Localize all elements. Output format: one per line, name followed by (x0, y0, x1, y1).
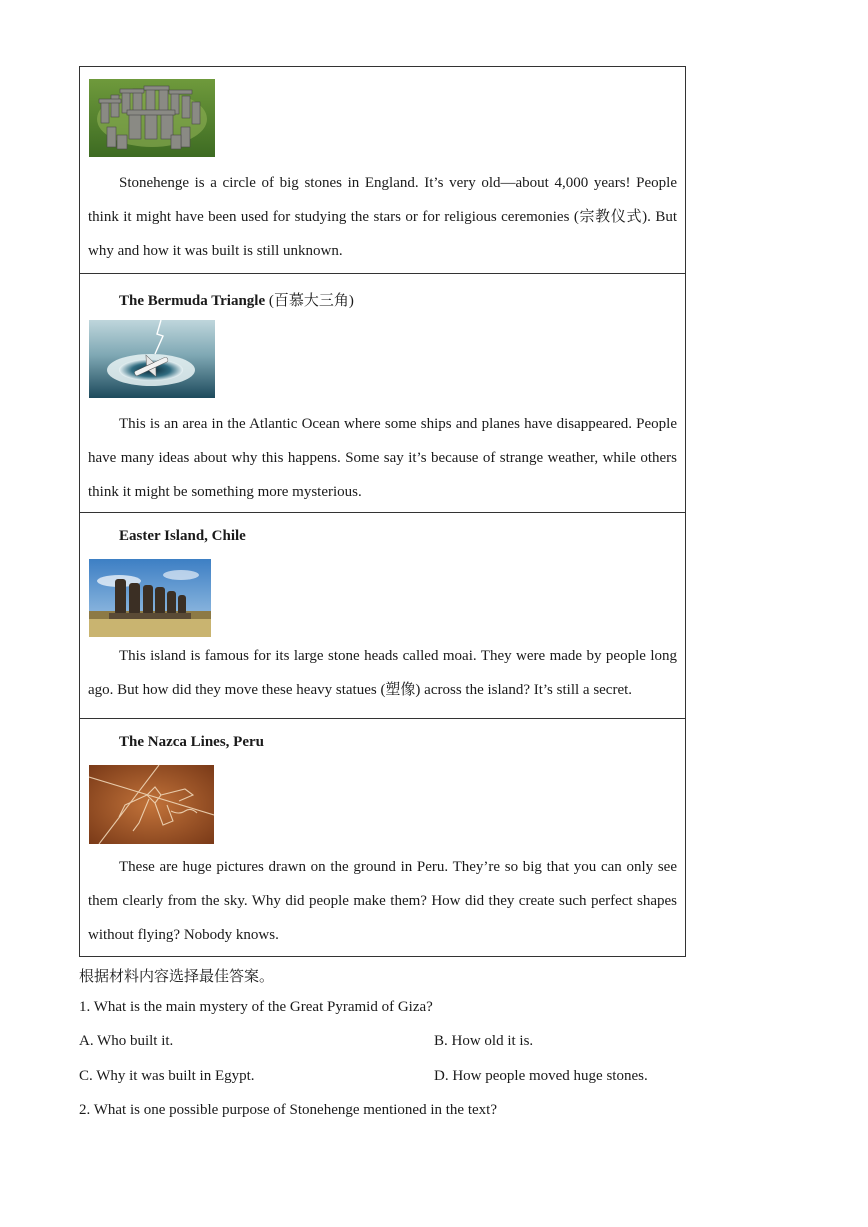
nazca-lines-heading: The Nazca Lines, Peru (119, 734, 264, 750)
bermuda-triangle-paragraph: This is an area in the Atlantic Ocean where some ships and planes have disappeared. People have many ideas about why this happens. Some say it’s because of strange weather, while others think it might be something more mysterious. (88, 416, 677, 500)
question-1-option-a[interactable]: A. Who built it. (79, 1033, 174, 1049)
question-2-stem: 2. What is one possible purpose of Stonehenge mentioned in the text? (79, 1102, 497, 1118)
nazca-lines-paragraph: These are huge pictures drawn on the ground in Peru. They’re so big that you can only see them clearly from the sky. Why did people make them? How did they create such perfect shapes without flying? Nobody knows. (88, 859, 677, 943)
easter-island-heading: Easter Island, Chile (119, 528, 246, 544)
easter-island-cell (80, 512, 685, 718)
easter-island-paragraph: This island is famous for its large stone heads called moai. They were made by people long ago. But how did they move these heavy statues (塑像) across the island? It’s still a secret. (88, 648, 677, 698)
bermuda-triangle-illustration (89, 320, 215, 398)
stonehenge-cell (80, 67, 685, 273)
question-1-stem: 1. What is the main mystery of the Great Pyramid of Giza? (79, 999, 433, 1015)
nazca-lines-cell (80, 718, 685, 956)
question-1-option-d[interactable]: D. How people moved huge stones. (434, 1068, 648, 1084)
instruction-text: 根据材料内容选择最佳答案。 (79, 969, 275, 985)
nazca-lines-photo (89, 765, 214, 844)
bermuda-triangle-heading: The Bermuda Triangle (百慕大三角) (119, 293, 354, 309)
mysteries-table (79, 66, 686, 957)
stonehenge-paragraph: Stonehenge is a circle of big stones in England. It’s very old—about 4,000 years! People think it might have been used for studying the stars or for religious ceremonies (宗教仪式). But why and how it was built is still unknown. (88, 175, 677, 259)
stonehenge-photo (89, 79, 215, 157)
question-1-option-c[interactable]: C. Why it was built in Egypt. (79, 1068, 255, 1084)
bermuda-triangle-cell (80, 273, 685, 512)
question-1-option-b[interactable]: B. How old it is. (434, 1033, 534, 1049)
easter-island-moai-photo (89, 559, 211, 637)
